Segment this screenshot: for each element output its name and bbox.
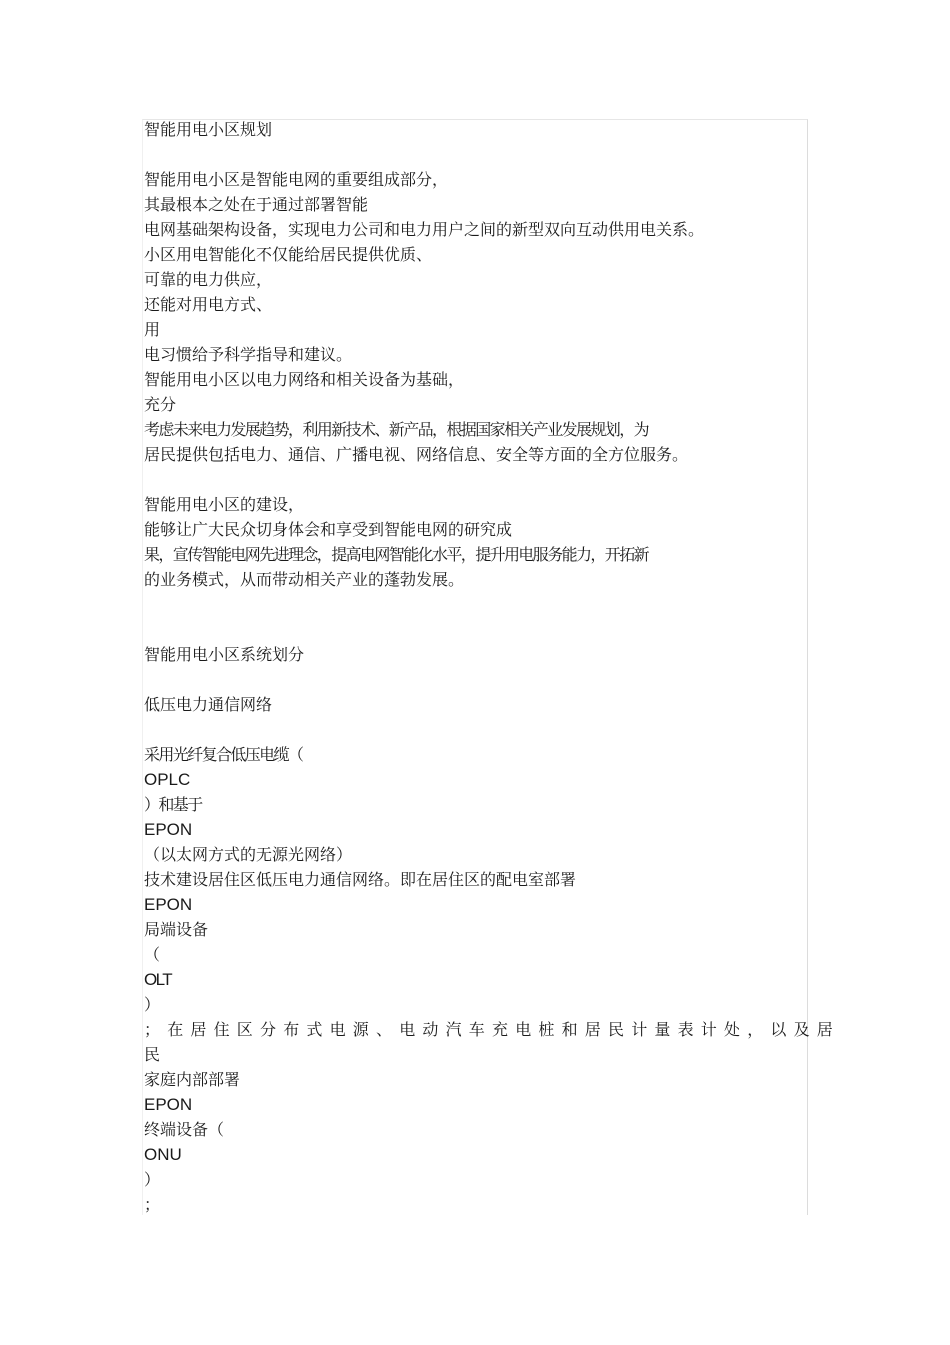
paragraph-line: 果，宣传智能电网先进理念，提高电网智能化水平，提升用电服务能力，开拓新 <box>144 545 649 564</box>
paragraph-line: 充分 <box>144 395 177 414</box>
term-epon: EPON <box>144 895 193 914</box>
paragraph-line: 能够让广大民众切身体会和享受到智能电网的研究成 <box>144 520 513 539</box>
paragraph-line: 电网基础架构设备，实现电力公司和电力用户之间的新型双向互动供用电关系。 <box>144 220 705 239</box>
paragraph-line: 居民提供包括电力、通信、广播电视、网络信息、安全等方面的全方位服务。 <box>144 445 689 464</box>
term-olt: OLT <box>144 970 172 989</box>
paragraph-line: （ <box>144 945 161 964</box>
document-title: 智能用电小区规划 <box>144 120 273 139</box>
paragraph-line: 考虑未来电力发展趋势，利用新技术、新产品，根据国家相关产业发展规划，为 <box>144 420 649 439</box>
paragraph-line-justified: ；在居住区分布式电源、电动汽车充电桩和居民计量表计处，以及居 <box>144 1020 841 1039</box>
section-title: 智能用电小区系统划分 <box>144 645 305 664</box>
paragraph-line: 民 <box>144 1045 161 1064</box>
paragraph-line: 小区用电智能化不仅能给居民提供优质、 <box>144 245 433 264</box>
term-onu: ONU <box>144 1145 182 1164</box>
paragraph-line: 还能对用电方式、 <box>144 295 273 314</box>
term-epon: EPON <box>144 820 193 839</box>
paragraph-line: 电习惯给予科学指导和建议。 <box>144 345 353 364</box>
term-oplc: OPLC <box>144 770 191 789</box>
paragraph-line: 技术建设居住区低压电力通信网络。即在居住区的配电室部署 <box>144 870 577 889</box>
paragraph-line: 局端设备 <box>144 920 209 939</box>
paragraph-line: 采用光纤复合低压电缆（ <box>144 745 303 764</box>
paragraph-line: （以太网方式的无源光网络） <box>144 845 353 864</box>
document-body <box>144 117 841 1217</box>
paragraph-line: 终端设备（ <box>144 1120 225 1139</box>
paragraph-line: ） <box>144 995 161 1014</box>
paragraph-line: ）和基于 <box>144 795 202 814</box>
paragraph-line: 智能用电小区是智能电网的重要组成部分， <box>144 170 449 189</box>
paragraph-line: ） <box>144 1170 161 1189</box>
paragraph-line: 其最根本之处在于通过部署智能 <box>144 195 369 214</box>
paragraph-line: 家庭内部部署 <box>144 1070 241 1089</box>
paragraph-line: ； <box>144 1195 161 1214</box>
paragraph-line: 智能用电小区的建设， <box>144 495 305 514</box>
paragraph-line: 智能用电小区以电力网络和相关设备为基础， <box>144 370 465 389</box>
subsection-title: 低压电力通信网络 <box>144 695 273 714</box>
paragraph-line: 的业务模式，从而带动相关产业的蓬勃发展。 <box>144 570 465 589</box>
paragraph-line: 用 <box>144 320 161 339</box>
term-epon: EPON <box>144 1095 193 1114</box>
paragraph-line: 可靠的电力供应， <box>144 270 273 289</box>
